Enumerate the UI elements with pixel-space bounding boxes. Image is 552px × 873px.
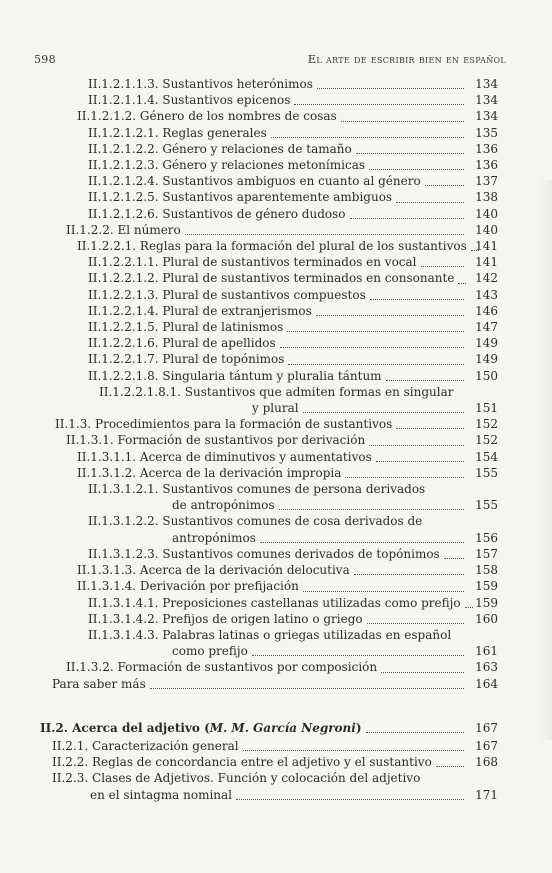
section-gap	[0, 692, 552, 720]
toc-entry-title: II.1.2.2.1.5. Plural de latinismos	[88, 320, 284, 335]
dot-leader	[425, 185, 464, 186]
toc-entry-title: II.1.2.1.2.3. Género y relaciones metonímicas	[88, 158, 366, 173]
toc-entry-line-1	[0, 770, 468, 786]
dot-leader	[279, 509, 465, 510]
toc-entry-title: II.1.3.1.1. Acerca de diminutivos y aumentativos	[77, 449, 372, 464]
toc-entry-title: II.1.2.1.2. Género de los nombres de cosas	[77, 109, 337, 124]
toc-entry-title: II.1.2.2.1. Reglas para la formación del plural de los sustantivos	[77, 239, 467, 254]
toc-page-number: 150	[475, 368, 498, 383]
toc-entry-title-continuation: en el sintagma nominal	[90, 787, 233, 802]
toc-entry-title: II.1.2.2.1.6. Plural de apellidos	[88, 336, 276, 351]
toc-entry-title: II.1.2.1.2.1. Reglas generales	[88, 125, 267, 140]
toc-page-number: 155	[475, 498, 498, 513]
toc-page-number: 141	[475, 239, 498, 254]
toc-entry[interactable]	[0, 351, 552, 367]
toc-entry-title-suffix: )	[355, 720, 362, 735]
toc-entry-line-2	[0, 497, 468, 513]
toc-entry[interactable]	[0, 465, 552, 481]
toc-page-number: 134	[475, 93, 498, 108]
toc-entry[interactable]	[0, 720, 552, 736]
toc-page-number: 152	[475, 417, 498, 432]
toc-entry[interactable]	[0, 157, 552, 173]
toc-entry-title: II.1.3.1.2.2. Sustantivos comunes de cosa derivados de	[88, 514, 423, 529]
toc-entry-title: II.2.3. Clases de Adjetivos. Función y colocación del adjetivo	[52, 771, 421, 786]
toc-page-number: 137	[475, 174, 498, 189]
toc-entry[interactable]	[0, 368, 552, 384]
toc-entry-title: II.2.1. Caracterización general	[52, 738, 239, 753]
toc-entry[interactable]	[0, 76, 552, 92]
toc-entry-title-continuation: antropónimos	[172, 530, 256, 545]
dot-leader	[303, 591, 464, 592]
table-of-contents	[0, 76, 552, 803]
toc-page-number: 135	[475, 125, 498, 140]
toc-entry[interactable]	[0, 270, 552, 286]
toc-entry[interactable]	[0, 319, 552, 335]
dot-leader	[436, 766, 464, 767]
toc-entry[interactable]	[0, 416, 552, 432]
running-title: El arte de escribir bien en español	[307, 52, 506, 66]
toc-entry[interactable]	[0, 384, 552, 416]
toc-entry[interactable]	[0, 303, 552, 319]
toc-entry[interactable]	[0, 595, 552, 611]
toc-entry[interactable]	[0, 222, 552, 238]
page-number: 598	[34, 53, 56, 66]
toc-entry[interactable]	[0, 546, 552, 562]
toc-page-number: 160	[475, 611, 498, 626]
toc-entry[interactable]	[0, 627, 552, 659]
toc-page-number: 161	[475, 644, 498, 659]
dot-leader	[444, 558, 464, 559]
dot-leader	[345, 477, 464, 478]
dot-leader	[370, 299, 464, 300]
toc-entry[interactable]	[0, 287, 552, 303]
dot-leader	[341, 121, 464, 122]
toc-entry-title: II.1.2.2.1.2. Plural de sustantivos terminados en consonante	[88, 271, 455, 286]
dot-leader	[252, 655, 464, 656]
toc-entry-title: II.1.3.1.4.3. Palabras latinas o griegas utilizadas en español	[88, 627, 452, 642]
dot-leader	[317, 88, 464, 89]
toc-entry-title: II.1.2.2.1.1. Plural de sustantivos terminados en vocal	[88, 255, 417, 270]
dot-leader	[356, 153, 464, 154]
dot-leader	[316, 315, 464, 316]
toc-entry-line-2	[0, 530, 468, 546]
toc-entry-title: II.1.2.2.1.3. Plural de sustantivos compuestos	[88, 287, 366, 302]
toc-entry[interactable]	[0, 335, 552, 351]
toc-entry-line-1	[0, 513, 468, 529]
toc-entry-line-1	[0, 627, 468, 643]
toc-page-number: 134	[475, 109, 498, 124]
toc-entry-title: II.1.3. Procedimientos para la formación de sustantivos	[55, 417, 393, 432]
dot-leader	[294, 104, 464, 105]
toc-page-number: 138	[475, 190, 498, 205]
dot-leader	[287, 331, 464, 332]
toc-page-number: 164	[475, 676, 498, 691]
toc-entry[interactable]	[0, 449, 552, 465]
toc-entry-title: II.1.2.2.1.4. Plural de extranjerismos	[88, 303, 312, 318]
toc-page-number: 171	[475, 787, 498, 802]
toc-entry[interactable]	[0, 738, 552, 754]
toc-page-number: 157	[475, 546, 498, 561]
toc-entry[interactable]	[0, 238, 552, 254]
toc-entry-title: II.1.2.1.2.6. Sustantivos de género dudoso	[88, 206, 346, 221]
toc-entry-title: II.1.2.2.1.7. Plural de topónimos	[88, 352, 285, 367]
dot-leader	[396, 202, 464, 203]
toc-entry[interactable]	[0, 578, 552, 594]
toc-entry-title-continuation: como prefijo	[172, 644, 248, 659]
toc-page-number: 167	[475, 738, 498, 753]
dot-leader	[236, 799, 464, 800]
toc-entry-title: II.1.3.2. Formación de sustantivos por composición	[66, 660, 378, 675]
toc-page-number: 154	[475, 449, 498, 464]
toc-page-number: 146	[475, 303, 498, 318]
toc-entry-title: II.1.3.1.2.1. Sustantivos comunes de persona derivados	[88, 482, 426, 497]
toc-entry-title-continuation: de antropónimos	[172, 498, 275, 513]
toc-page-number: 156	[475, 530, 498, 545]
toc-entry-title: II.1.2.1.1.4. Sustantivos epicenos	[88, 93, 291, 108]
toc-page-number: 149	[475, 336, 498, 351]
toc-entry[interactable]	[0, 125, 552, 141]
toc-entry[interactable]	[0, 611, 552, 627]
toc-page-number: 142	[475, 271, 498, 286]
toc-entry[interactable]	[0, 513, 552, 545]
toc-page-number: 136	[475, 141, 498, 156]
toc-entry-title: II.1.2.2.1.8. Singularia tántum y pluralia tántum	[88, 368, 382, 383]
toc-entry[interactable]	[0, 173, 552, 189]
dot-leader	[150, 688, 464, 689]
toc-entry-line-1	[0, 481, 468, 497]
toc-page-number: 141	[475, 255, 498, 270]
toc-entry[interactable]	[0, 92, 552, 108]
toc-entry-title: II.2.2. Reglas de concordancia entre el adjetivo y el sustantivo	[52, 755, 432, 770]
toc-entry-title	[40, 720, 362, 736]
dot-leader	[369, 445, 464, 446]
toc-entry-author: M. M. García Negroni	[209, 720, 356, 735]
toc-entry-title-prefix: II.2. Acerca del adjetivo (	[40, 720, 210, 735]
dot-leader	[303, 412, 464, 413]
toc-entry-title: Para saber más	[52, 676, 146, 691]
toc-entry[interactable]	[0, 676, 552, 692]
toc-page-number: 140	[475, 222, 498, 237]
dot-leader	[369, 169, 464, 170]
toc-entry-title: II.1.3.1. Formación de sustantivos por derivación	[66, 433, 366, 448]
page-edge-shadow	[538, 180, 552, 740]
page-header	[34, 52, 506, 66]
toc-entry-title-continuation: y plural	[252, 401, 299, 416]
toc-entry-line-2	[0, 787, 468, 803]
toc-page-number: 167	[475, 720, 498, 735]
toc-page-number: 159	[475, 579, 498, 594]
toc-entry-title: II.1.3.1.4.1. Preposiciones castellanas utilizadas como prefijo	[88, 595, 461, 610]
toc-entry[interactable]	[0, 562, 552, 578]
toc-page-number: 155	[475, 465, 498, 480]
dot-leader	[381, 672, 464, 673]
toc-entry[interactable]	[0, 206, 552, 222]
toc-entry-title: II.1.3.1.2.3. Sustantivos comunes derivados de topónimos	[88, 546, 440, 561]
dot-leader	[367, 623, 464, 624]
toc-entry-title: II.1.2.1.2.5. Sustantivos aparentemente ambiguos	[88, 190, 393, 205]
toc-entry-title: II.1.2.2.1.8.1. Sustantivos que admiten formas en singular	[99, 384, 454, 399]
dot-leader	[243, 750, 464, 751]
toc-page-number: 151	[475, 401, 498, 416]
dot-leader	[396, 428, 464, 429]
dot-leader	[354, 574, 464, 575]
toc-page-number: 143	[475, 287, 498, 302]
toc-page-number: 149	[475, 352, 498, 367]
toc-entry[interactable]	[0, 189, 552, 205]
toc-page-number: 147	[475, 320, 498, 335]
toc-entry-line-1	[0, 384, 468, 400]
dot-leader	[185, 234, 464, 235]
toc-entry[interactable]	[0, 141, 552, 157]
toc-page-number: 134	[475, 77, 498, 91]
toc-page-number: 140	[475, 206, 498, 221]
dot-leader	[288, 364, 464, 365]
toc-entry[interactable]	[0, 659, 552, 675]
toc-page-number: 152	[475, 433, 498, 448]
dot-leader	[458, 283, 466, 284]
toc-entry[interactable]	[0, 432, 552, 448]
dot-leader	[421, 266, 464, 267]
dot-leader	[271, 137, 464, 138]
toc-entry-title: II.1.3.1.3. Acerca de la derivación delocutiva	[77, 563, 350, 578]
dot-leader	[260, 542, 464, 543]
toc-entry-title: II.1.2.2. El número	[66, 222, 181, 237]
toc-page-number: 159	[475, 595, 498, 610]
toc-entry-title: II.1.3.1.4. Derivación por prefijación	[77, 579, 299, 594]
dot-leader	[376, 461, 464, 462]
toc-entry[interactable]	[0, 108, 552, 124]
toc-entry-title: II.1.2.1.1.3. Sustantivos heterónimos	[88, 77, 313, 91]
toc-page-number: 163	[475, 660, 498, 675]
toc-entry-title: II.1.3.1.4.2. Prefijos de origen latino o griego	[88, 611, 363, 626]
toc-entry[interactable]	[0, 770, 552, 802]
dot-leader	[350, 218, 465, 219]
toc-entry[interactable]	[0, 481, 552, 513]
toc-page-number: 168	[475, 755, 498, 770]
toc-page-number: 158	[475, 563, 498, 578]
dot-leader	[386, 380, 464, 381]
toc-entry[interactable]	[0, 754, 552, 770]
toc-entry[interactable]	[0, 254, 552, 270]
dot-leader	[366, 732, 464, 733]
toc-entry-title: II.1.3.1.2. Acerca de la derivación impropia	[77, 465, 342, 480]
dot-leader	[280, 347, 464, 348]
toc-entry-title: II.1.2.1.2.2. Género y relaciones de tamaño	[88, 141, 352, 156]
toc-entry-title: II.1.2.1.2.4. Sustantivos ambiguos en cuanto al género	[88, 174, 421, 189]
toc-entry-line-2	[0, 400, 468, 416]
toc-entry-line-2	[0, 643, 468, 659]
toc-page-number: 136	[475, 158, 498, 173]
